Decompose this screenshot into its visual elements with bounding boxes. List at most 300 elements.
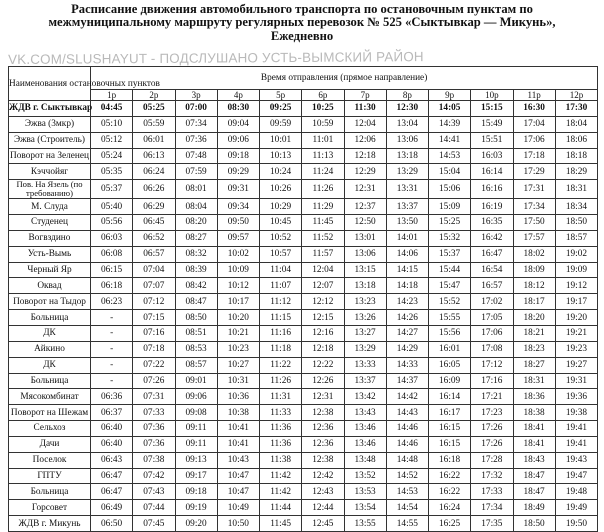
- departure-time-cell: 17:02: [471, 294, 513, 310]
- trip-number-header: 11р: [513, 90, 555, 101]
- departure-time-cell: 14:01: [386, 230, 428, 246]
- stop-name-cell: ДК: [9, 325, 91, 341]
- departure-time-cell: 13:52: [344, 468, 386, 484]
- departure-time-cell: 12:36: [302, 421, 344, 437]
- departure-time-cell: 14:06: [386, 246, 428, 262]
- departure-time-cell: 10:50: [217, 516, 259, 532]
- departure-time-cell: 13:48: [344, 452, 386, 468]
- departure-time-cell: 10:01: [260, 132, 302, 148]
- departure-time-cell: 07:12: [133, 294, 175, 310]
- departure-time-cell: 11:52: [302, 230, 344, 246]
- departure-time-cell: 18:47: [513, 468, 555, 484]
- departure-time-cell: 11:33: [260, 405, 302, 421]
- departure-time-cell: 09:18: [175, 484, 217, 500]
- table-row: [9, 199, 598, 215]
- departure-time-cell: 12:31: [344, 180, 386, 199]
- departure-time-cell: 10:25: [302, 101, 344, 117]
- departure-time-cell: 15:32: [429, 230, 471, 246]
- stop-name-cell: Усть-Вымь: [9, 246, 91, 262]
- departure-time-cell: 06:36: [91, 389, 133, 405]
- departure-time-cell: 11:15: [260, 310, 302, 326]
- departure-time-cell: 17:16: [471, 373, 513, 389]
- departure-time-cell: 05:24: [91, 148, 133, 164]
- departure-time-cell: 07:31: [133, 389, 175, 405]
- trip-number-header: 10р: [471, 90, 513, 101]
- departure-time-cell: 06:23: [91, 294, 133, 310]
- departure-time-cell: 07:04: [133, 262, 175, 278]
- departure-time-cell: 09:08: [175, 405, 217, 421]
- schedule-title: [0, 3, 604, 43]
- departure-time-cell: 11:57: [302, 246, 344, 262]
- departure-time-cell: 16:35: [471, 215, 513, 231]
- schedule-body: [9, 101, 598, 532]
- departure-time-cell: 12:38: [302, 452, 344, 468]
- departure-time-cell: 13:18: [344, 278, 386, 294]
- departure-time-cell: 17:26: [471, 421, 513, 437]
- departure-time-cell: 16:22: [429, 468, 471, 484]
- departure-time-cell: 05:12: [91, 132, 133, 148]
- departure-time-cell: 13:01: [344, 230, 386, 246]
- departure-time-cell: 17:04: [513, 116, 555, 132]
- departure-time-cell: 09:59: [260, 116, 302, 132]
- departure-time-cell: 09:20: [175, 516, 217, 532]
- departure-time-cell: 10:38: [217, 405, 259, 421]
- stop-name-cell: ГПТУ: [9, 468, 91, 484]
- departure-time-cell: 07:44: [133, 500, 175, 516]
- departure-time-cell: 11:42: [260, 484, 302, 500]
- departure-time-cell: 19:41: [555, 436, 597, 452]
- departure-time-cell: 09:01: [175, 373, 217, 389]
- departure-time-cell: 14:52: [386, 468, 428, 484]
- trip-number-header: 7р: [344, 90, 386, 101]
- departure-time-cell: 18:49: [513, 500, 555, 516]
- departure-time-cell: 18:41: [513, 436, 555, 452]
- departure-time-cell: 14:37: [386, 373, 428, 389]
- corner-header: Наименования остановочных пунктов: [9, 67, 91, 101]
- departure-time-cell: 13:15: [344, 262, 386, 278]
- departure-time-cell: 19:20: [555, 310, 597, 326]
- table-row: [9, 421, 598, 437]
- departure-time-cell: 16:47: [471, 246, 513, 262]
- departure-time-cell: 10:26: [260, 180, 302, 199]
- departure-time-cell: 06:29: [133, 199, 175, 215]
- schedule-table: [8, 66, 598, 532]
- table-row: [9, 246, 598, 262]
- departure-time-cell: 12:31: [302, 389, 344, 405]
- stop-name-cell: Больница: [9, 484, 91, 500]
- departure-time-cell: 11:18: [260, 341, 302, 357]
- stop-name-cell: Эжва (3мкр): [9, 116, 91, 132]
- departure-time-cell: 09:06: [175, 389, 217, 405]
- table-row: [9, 101, 598, 117]
- departure-time-cell: 07:33: [133, 405, 175, 421]
- departure-time-cell: 11:42: [260, 468, 302, 484]
- stop-name-cell: Дачи: [9, 436, 91, 452]
- departure-time-cell: 18:31: [513, 373, 555, 389]
- departure-time-cell: 12:06: [344, 132, 386, 148]
- departure-time-cell: 11:44: [260, 500, 302, 516]
- departure-time-cell: 18:17: [513, 294, 555, 310]
- departure-time-cell: 13:29: [344, 341, 386, 357]
- departure-time-cell: 06:08: [91, 246, 133, 262]
- departure-time-cell: 07:18: [133, 341, 175, 357]
- departure-time-cell: 08:51: [175, 325, 217, 341]
- table-row: [9, 341, 598, 357]
- table-row: [9, 148, 598, 164]
- table-row: [9, 389, 598, 405]
- trip-number-header: 5р: [260, 90, 302, 101]
- departure-time-cell: 19:12: [555, 278, 597, 294]
- departure-time-cell: 05:25: [133, 101, 175, 117]
- departure-time-cell: 07:00: [175, 101, 217, 117]
- departure-time-cell: 14:53: [386, 484, 428, 500]
- departure-time-cell: 08:01: [175, 180, 217, 199]
- departure-time-cell: 06:50: [91, 516, 133, 532]
- departure-time-cell: 06:47: [91, 468, 133, 484]
- departure-time-cell: 09:29: [217, 164, 259, 180]
- departure-time-cell: 17:18: [513, 148, 555, 164]
- trip-number-header: 3р: [175, 90, 217, 101]
- departure-time-cell: 14:18: [386, 278, 428, 294]
- departure-time-cell: 10:52: [260, 230, 302, 246]
- table-row: [9, 500, 598, 516]
- departure-time-cell: 08:39: [175, 262, 217, 278]
- departure-time-cell: 08:53: [175, 341, 217, 357]
- departure-time-cell: 10:41: [217, 436, 259, 452]
- departure-time-cell: 06:57: [133, 246, 175, 262]
- departure-time-cell: 05:59: [133, 116, 175, 132]
- departure-time-cell: 12:38: [302, 405, 344, 421]
- departure-time-cell: 07:34: [175, 116, 217, 132]
- table-row: [9, 310, 598, 326]
- departure-time-cell: 14:33: [386, 357, 428, 373]
- departure-time-cell: 13:53: [344, 484, 386, 500]
- trip-number-header: 1р: [91, 90, 133, 101]
- departure-time-cell: 08:32: [175, 246, 217, 262]
- stop-name-cell: Студенец: [9, 215, 91, 231]
- departure-time-cell: 14:46: [386, 421, 428, 437]
- departure-time-cell: 12:43: [302, 484, 344, 500]
- departure-time-cell: 14:53: [429, 148, 471, 164]
- trip-number-row: [9, 90, 598, 101]
- departure-time-cell: 06:24: [133, 164, 175, 180]
- departure-time-cell: 18:20: [513, 310, 555, 326]
- departure-time-cell: 10:24: [260, 164, 302, 180]
- departure-time-cell: 12:18: [344, 148, 386, 164]
- departure-time-cell: 08:47: [175, 294, 217, 310]
- departure-time-cell: 13:55: [344, 516, 386, 532]
- table-row: [9, 215, 598, 231]
- departure-time-cell: 14:41: [429, 132, 471, 148]
- departure-time-cell: 14:55: [386, 516, 428, 532]
- stop-name-cell: ЖДВ г. Сыктывкар: [9, 101, 91, 117]
- departure-time-cell: 14:42: [386, 389, 428, 405]
- departure-time-cell: 15:04: [429, 164, 471, 180]
- departure-time-cell: 16:42: [471, 230, 513, 246]
- title-line-2: межмуниципальному маршруту регулярных перевозок № 525 «Сыктывкар — Микунь»,: [48, 15, 556, 30]
- departure-time-cell: 09:25: [260, 101, 302, 117]
- departure-time-cell: 07:16: [133, 325, 175, 341]
- departure-time-cell: 10:59: [302, 116, 344, 132]
- departure-time-cell: 14:39: [429, 116, 471, 132]
- departure-time-cell: 18:23: [513, 341, 555, 357]
- table-row: [9, 357, 598, 373]
- table-header-row: [9, 67, 598, 90]
- departure-time-cell: 06:52: [133, 230, 175, 246]
- departure-time-cell: 18:04: [555, 116, 597, 132]
- departure-time-cell: 06:26: [133, 180, 175, 199]
- departure-time-cell: 12:22: [302, 357, 344, 373]
- trip-number-header: 12р: [555, 90, 597, 101]
- departure-time-cell: 13:29: [386, 164, 428, 180]
- departure-time-cell: 08:04: [175, 199, 217, 215]
- stop-name-cell: Поворот на Зеленец: [9, 148, 91, 164]
- departure-time-cell: 12:42: [302, 468, 344, 484]
- departure-time-cell: -: [91, 357, 133, 373]
- table-row: [9, 484, 598, 500]
- departure-time-cell: 17:08: [471, 341, 513, 357]
- departure-time-cell: 18:36: [513, 389, 555, 405]
- title-line-3: Ежедневно: [270, 28, 334, 43]
- departure-time-cell: 13:04: [386, 116, 428, 132]
- table-row: [9, 436, 598, 452]
- table-row: [9, 230, 598, 246]
- departure-time-cell: 09:34: [217, 199, 259, 215]
- departure-time-cell: 10:27: [217, 357, 259, 373]
- departure-time-cell: 11:45: [302, 215, 344, 231]
- departure-time-cell: 10:12: [217, 278, 259, 294]
- departure-time-cell: 12:07: [302, 278, 344, 294]
- departure-time-cell: 09:11: [175, 436, 217, 452]
- departure-time-cell: 16:54: [471, 262, 513, 278]
- departure-time-cell: 08:57: [175, 357, 217, 373]
- departure-time-cell: 16:22: [429, 484, 471, 500]
- table-row: [9, 325, 598, 341]
- departure-time-cell: 15:56: [429, 325, 471, 341]
- table-row: [9, 180, 598, 199]
- table-row: [9, 294, 598, 310]
- stop-name-cell: Черный Яр: [9, 262, 91, 278]
- trip-number-header: 8р: [386, 90, 428, 101]
- departure-time-cell: 18:47: [513, 484, 555, 500]
- departure-time-cell: 15:25: [429, 215, 471, 231]
- departure-time-cell: 12:04: [302, 262, 344, 278]
- departure-time-cell: 04:45: [91, 101, 133, 117]
- trip-number-header: 2р: [133, 90, 175, 101]
- departure-time-cell: 15:47: [429, 278, 471, 294]
- departure-time-cell: 11:36: [260, 421, 302, 437]
- departure-time-cell: 19:47: [555, 468, 597, 484]
- table-row: [9, 468, 598, 484]
- departure-time-cell: 06:43: [91, 452, 133, 468]
- departure-time-cell: 18:21: [513, 325, 555, 341]
- departure-time-cell: 13:33: [344, 357, 386, 373]
- departure-time-cell: 14:54: [386, 500, 428, 516]
- stop-name-cell: Пов. На Язель (по требованию): [9, 180, 91, 199]
- stop-name-cell: Вогвздино: [9, 230, 91, 246]
- departure-time-cell: 07:22: [133, 357, 175, 373]
- departure-time-cell: 15:51: [471, 132, 513, 148]
- departure-time-cell: 16:15: [429, 421, 471, 437]
- stop-name-cell: Горсовет: [9, 500, 91, 516]
- departure-time-cell: 07:59: [175, 164, 217, 180]
- departure-time-cell: 10:13: [260, 148, 302, 164]
- stop-name-cell: Оквад: [9, 278, 91, 294]
- departure-time-cell: 09:13: [175, 452, 217, 468]
- stop-name-cell: ЖДВ г. Микунь: [9, 516, 91, 532]
- departure-time-cell: 19:09: [555, 262, 597, 278]
- departure-time-cell: -: [91, 325, 133, 341]
- departure-time-cell: 11:38: [260, 452, 302, 468]
- departure-time-cell: 17:05: [471, 310, 513, 326]
- departure-time-cell: 19:49: [555, 500, 597, 516]
- departure-time-cell: 10:17: [217, 294, 259, 310]
- departure-time-cell: 11:24: [302, 164, 344, 180]
- departure-time-cell: 17:06: [513, 132, 555, 148]
- departure-time-cell: 12:15: [302, 310, 344, 326]
- departure-time-cell: 11:30: [344, 101, 386, 117]
- stop-name-cell: Айкино: [9, 341, 91, 357]
- stop-name-cell: ДК: [9, 357, 91, 373]
- departure-time-cell: 17:34: [513, 199, 555, 215]
- departure-time-cell: 10:43: [217, 452, 259, 468]
- departure-time-cell: 13:23: [344, 294, 386, 310]
- departure-time-cell: 12:44: [302, 500, 344, 516]
- departure-time-cell: 10:29: [260, 199, 302, 215]
- departure-time-cell: 08:42: [175, 278, 217, 294]
- departure-time-cell: 07:07: [133, 278, 175, 294]
- departure-time-cell: 12:50: [344, 215, 386, 231]
- departure-time-cell: -: [91, 310, 133, 326]
- departure-time-cell: 06:37: [91, 405, 133, 421]
- departure-time-cell: 10:21: [217, 325, 259, 341]
- departure-time-cell: 10:36: [217, 389, 259, 405]
- departure-time-cell: 06:49: [91, 500, 133, 516]
- stop-name-cell: Больница: [9, 310, 91, 326]
- departure-time-cell: 18:06: [555, 132, 597, 148]
- departure-time-cell: 19:17: [555, 294, 597, 310]
- departure-time-cell: 19:31: [555, 373, 597, 389]
- departure-time-cell: 19:50: [555, 516, 597, 532]
- departure-time-cell: 17:32: [471, 468, 513, 484]
- departure-time-cell: 10:02: [217, 246, 259, 262]
- departure-time-cell: 18:12: [513, 278, 555, 294]
- departure-time-cell: 17:26: [471, 436, 513, 452]
- departure-time-cell: -: [91, 341, 133, 357]
- departure-time-cell: 19:23: [555, 341, 597, 357]
- departure-time-cell: 09:57: [217, 230, 259, 246]
- departure-time-cell: 11:12: [260, 294, 302, 310]
- departure-time-cell: 09:06: [217, 132, 259, 148]
- departure-time-cell: 06:01: [133, 132, 175, 148]
- departure-time-cell: 18:27: [513, 357, 555, 373]
- departure-time-cell: -: [91, 373, 133, 389]
- departure-time-cell: 13:31: [386, 180, 428, 199]
- departure-time-cell: 13:37: [344, 373, 386, 389]
- departure-time-cell: 11:31: [260, 389, 302, 405]
- departure-time-cell: 09:17: [175, 468, 217, 484]
- departure-time-cell: 16:24: [429, 500, 471, 516]
- table-row: [9, 373, 598, 389]
- departure-time-cell: 15:09: [429, 199, 471, 215]
- departure-time-cell: 13:18: [386, 148, 428, 164]
- stop-name-cell: Эжва (Строитель): [9, 132, 91, 148]
- departure-time-cell: 14:48: [386, 452, 428, 468]
- watermark-text: VK.COM/SLUSHAYUT - ПОДСЛУШАНО УСТЬ-ВЫМСКИЙ РАЙОН: [8, 49, 424, 67]
- table-row: [9, 132, 598, 148]
- departure-time-cell: 15:55: [429, 310, 471, 326]
- departure-time-cell: 07:48: [175, 148, 217, 164]
- departure-time-cell: 15:52: [429, 294, 471, 310]
- table-row: [9, 164, 598, 180]
- departure-time-cell: 19:02: [555, 246, 597, 262]
- departure-time-cell: 16:14: [429, 389, 471, 405]
- departure-time-cell: 16:15: [429, 436, 471, 452]
- departure-time-cell: 14:27: [386, 325, 428, 341]
- departure-time-cell: 15:37: [429, 246, 471, 262]
- departure-time-cell: 18:38: [513, 405, 555, 421]
- departure-time-cell: 09:18: [217, 148, 259, 164]
- departure-time-cell: 06:40: [91, 421, 133, 437]
- departure-time-cell: 13:26: [344, 310, 386, 326]
- departure-time-cell: 17:33: [471, 484, 513, 500]
- departure-time-cell: 10:47: [217, 484, 259, 500]
- departure-time-cell: 09:04: [217, 116, 259, 132]
- departure-time-cell: 06:15: [91, 262, 133, 278]
- departure-time-cell: 18:57: [555, 230, 597, 246]
- departure-time-cell: 11:26: [260, 373, 302, 389]
- stop-name-cell: М. Слуда: [9, 199, 91, 215]
- departure-time-cell: 14:26: [386, 310, 428, 326]
- departure-time-cell: 13:42: [344, 389, 386, 405]
- departure-time-cell: 07:36: [175, 132, 217, 148]
- departure-time-cell: 13:46: [344, 421, 386, 437]
- departure-time-cell: 10:09: [217, 262, 259, 278]
- departure-time-cell: 18:09: [513, 262, 555, 278]
- departure-time-cell: 08:30: [217, 101, 259, 117]
- departure-time-cell: 16:30: [513, 101, 555, 117]
- departure-time-cell: 08:50: [175, 310, 217, 326]
- departure-time-cell: 07:42: [133, 468, 175, 484]
- departure-time-cell: 09:50: [217, 215, 259, 231]
- departure-time-cell: 17:29: [513, 164, 555, 180]
- departure-time-cell: 13:54: [344, 500, 386, 516]
- departure-time-cell: 17:23: [471, 405, 513, 421]
- departure-time-cell: 19:36: [555, 389, 597, 405]
- departure-time-cell: 07:45: [133, 516, 175, 532]
- stop-name-cell: Кэччойяг: [9, 164, 91, 180]
- table-row: [9, 452, 598, 468]
- departure-time-cell: 18:18: [555, 148, 597, 164]
- departure-time-cell: 17:35: [471, 516, 513, 532]
- departure-time-cell: 16:03: [471, 148, 513, 164]
- departure-time-cell: 17:50: [513, 215, 555, 231]
- departure-time-cell: 10:47: [217, 468, 259, 484]
- departure-time-cell: 14:15: [386, 262, 428, 278]
- departure-time-cell: 07:38: [133, 452, 175, 468]
- departure-time-cell: 14:46: [386, 436, 428, 452]
- stop-name-cell: Мясокомбинат: [9, 389, 91, 405]
- departure-time-cell: 10:49: [217, 500, 259, 516]
- departure-time-cell: 05:40: [91, 199, 133, 215]
- departure-time-cell: 17:12: [471, 357, 513, 373]
- departure-time-cell: 10:41: [217, 421, 259, 437]
- departure-time-cell: 17:06: [471, 325, 513, 341]
- departure-time-cell: 12:04: [344, 116, 386, 132]
- trip-number-header: 9р: [429, 90, 471, 101]
- departure-time-cell: 08:20: [175, 215, 217, 231]
- departure-time-cell: 11:16: [260, 325, 302, 341]
